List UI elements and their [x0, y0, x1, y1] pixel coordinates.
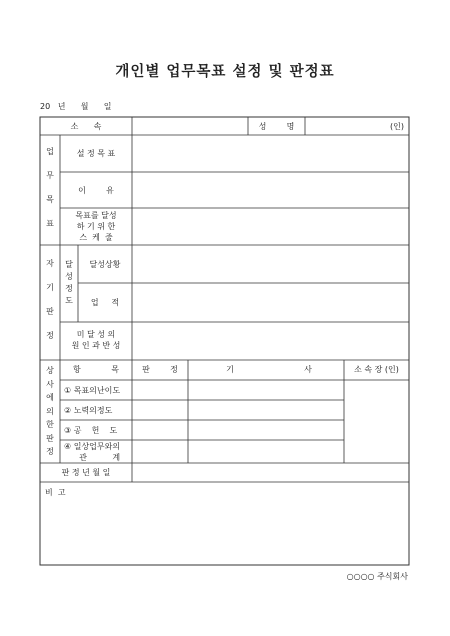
seal-mark: (인)	[390, 122, 404, 131]
date-line: 20 년 월 일	[40, 102, 112, 111]
status-label: 달성상황	[89, 260, 121, 269]
schedule-label: 목표를 달성 하 기 위 한 스 케 줄	[75, 211, 117, 242]
reason-label: 이 유	[78, 186, 114, 195]
achievement-label: 달 성 정 도	[65, 260, 73, 305]
self-evaluation-section-label: 자 기 판 정	[46, 259, 54, 340]
item-contribution: ③ 공 헌 도	[64, 426, 118, 435]
set-goal-label: 설 정 목 표	[76, 149, 116, 158]
notes-column-header-right: 사	[304, 365, 312, 374]
document-title: 개인별 업무목표 설정 및 판정표	[115, 63, 335, 80]
judgment-date-label: 판 정 년 월 일	[61, 468, 111, 477]
company-name: ○○○○ 주식회사	[346, 572, 408, 581]
affiliation-label: 소 속	[70, 122, 102, 131]
performance-label: 업 적	[90, 298, 120, 307]
item-effort: ② 노력의정도	[64, 406, 113, 415]
remarks-label: 비 고	[45, 488, 66, 497]
name-label: 성 명	[258, 122, 295, 131]
item-column-header: 항 목	[73, 365, 119, 374]
notes-column-header-left: 기	[226, 365, 234, 374]
reflection-label: 미 달 성 의 원 인 과 반 성	[71, 330, 121, 350]
work-goals-section-label: 업 무 목 표	[46, 147, 54, 228]
item-relation-daily-work: ④ 일상업무와의 관 계	[64, 442, 121, 462]
item-difficulty: ① 목표의난이도	[64, 386, 121, 395]
sign-column-header: 소 속 장 (인)	[354, 365, 399, 374]
judgment-column-header: 판 정	[142, 365, 178, 374]
supervisor-section-label: 상 사 에 의 한 판 정	[46, 366, 54, 456]
